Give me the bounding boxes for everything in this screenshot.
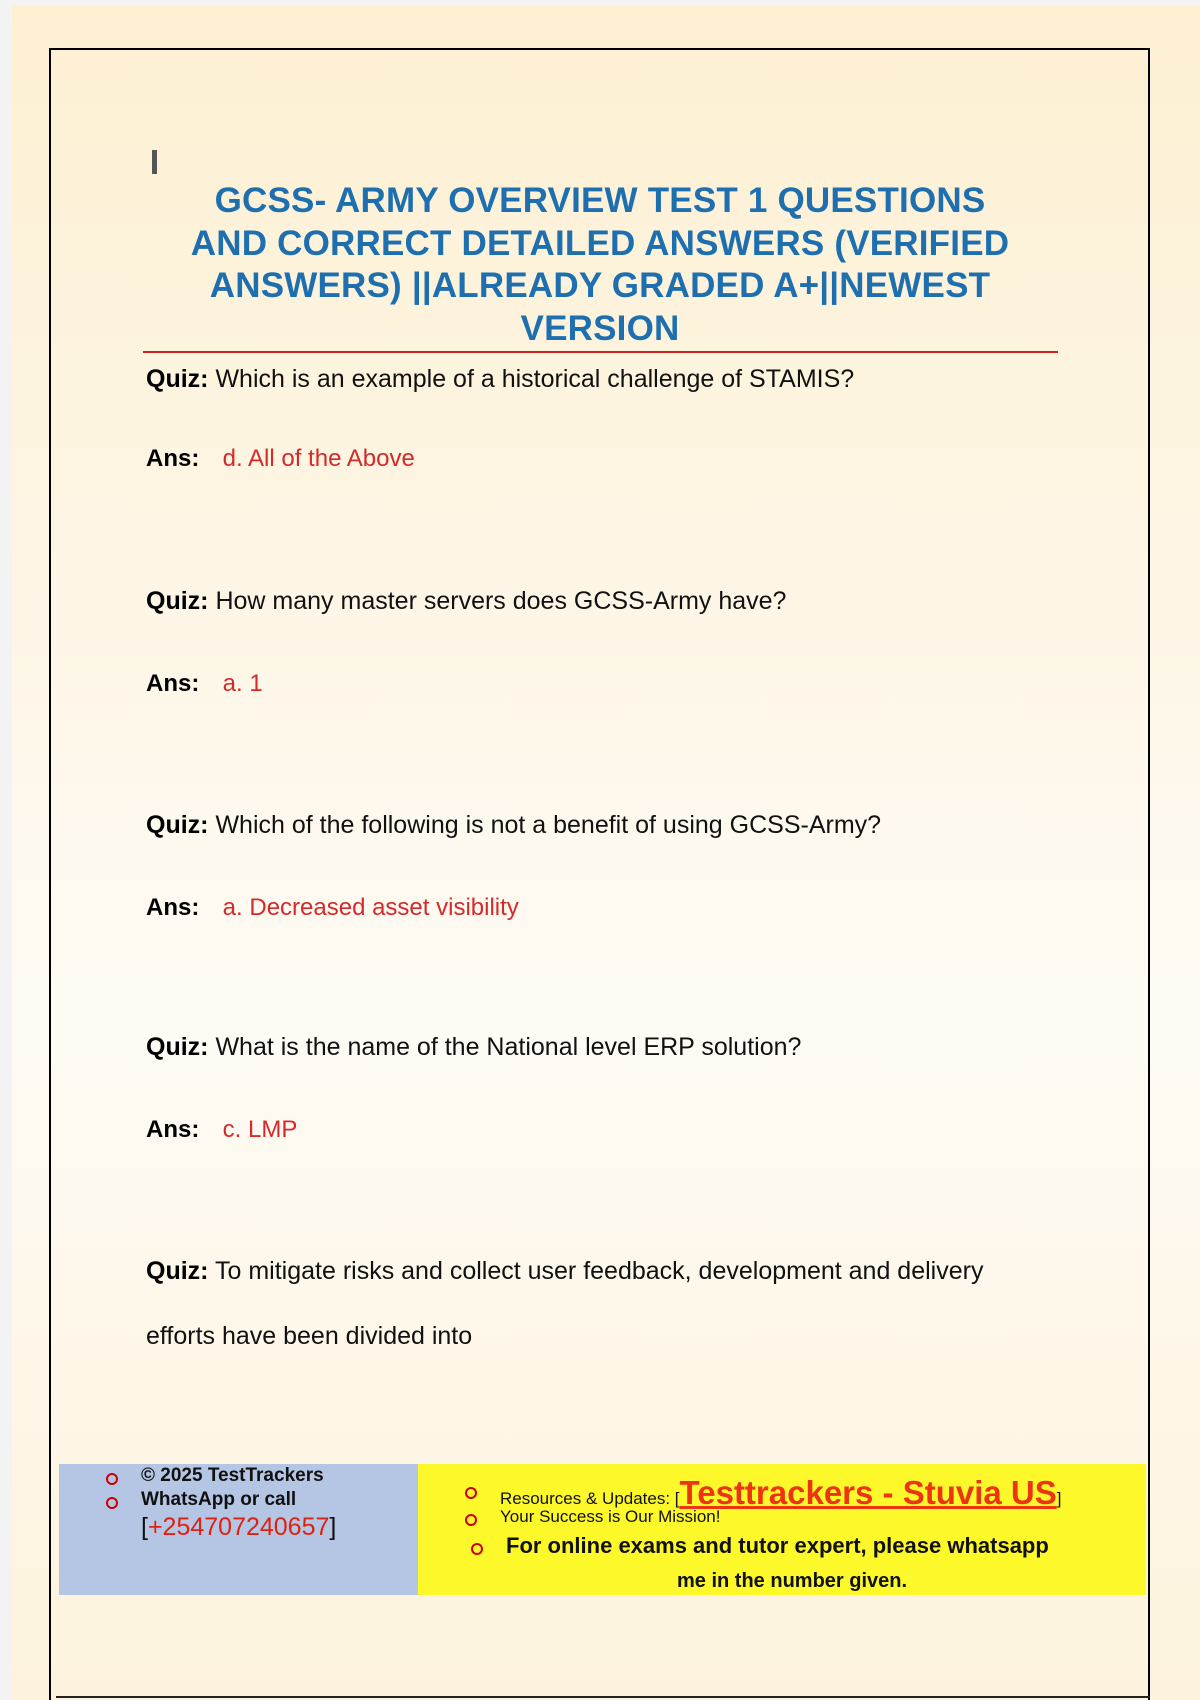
quiz-label: Quiz: xyxy=(146,587,209,615)
question-text: To mitigate risks and collect user feedback, development and delivery xyxy=(215,1257,984,1285)
quiz-answer-2 xyxy=(146,670,263,698)
answer-text: a. Decreased asset visibility xyxy=(222,894,519,921)
footer-promo-line-2: me in the number given. xyxy=(677,1570,908,1592)
answer-text: c. LMP xyxy=(222,1116,298,1143)
bullet-icon xyxy=(106,1497,118,1509)
quiz-question-5 xyxy=(146,1257,983,1285)
quiz-answer-4 xyxy=(146,1116,297,1144)
ans-label: Ans: xyxy=(146,445,200,472)
footer-mission: Your Success is Our Mission! xyxy=(500,1507,721,1526)
footer-whatsapp-label: WhatsApp or call xyxy=(141,1489,297,1510)
question-text: What is the name of the National level ERP solution? xyxy=(215,1033,802,1061)
phone-close-bracket: ] xyxy=(329,1513,337,1541)
answer-text: d. All of the Above xyxy=(222,445,415,472)
quiz-label: Quiz: xyxy=(146,1257,209,1285)
quiz-label: Quiz: xyxy=(146,1033,209,1061)
document-title xyxy=(140,180,1060,350)
bullet-icon xyxy=(106,1473,118,1485)
quiz-answer-1 xyxy=(146,445,415,473)
ans-label: Ans: xyxy=(146,670,200,697)
title-line: ANSWERS) ||ALREADY GRADED A+||NEWEST xyxy=(209,266,991,305)
bullet-icon xyxy=(471,1543,483,1555)
quiz-question-3 xyxy=(146,811,881,839)
footer-copyright: © 2025 TestTrackers xyxy=(141,1465,324,1486)
footer-promo-line-1: For online exams and tutor expert, please whatsapp xyxy=(506,1533,1049,1558)
title-line: AND CORRECT DETAILED ANSWERS (VERIFIED xyxy=(190,223,1010,263)
question-text: How many master servers does GCSS-Army have? xyxy=(215,587,787,615)
quiz-question-5-continued: efforts have been divided into xyxy=(146,1322,473,1350)
question-text: Which of the following is not a benefit of using GCSS-Army? xyxy=(215,811,882,839)
ans-label: Ans: xyxy=(146,894,200,921)
ans-label: Ans: xyxy=(146,1116,200,1143)
quiz-question-2 xyxy=(146,587,786,615)
quiz-answer-3 xyxy=(146,894,519,922)
phone-number[interactable]: +254707240657 xyxy=(147,1513,330,1541)
quiz-label: Quiz: xyxy=(146,365,209,393)
bullet-icon xyxy=(465,1487,477,1499)
quiz-label: Quiz: xyxy=(146,811,209,839)
page-bottom-rule xyxy=(56,1696,1150,1698)
text-cursor xyxy=(152,150,157,174)
resources-close: ] xyxy=(1056,1489,1062,1508)
title-divider xyxy=(143,351,1058,353)
question-text: Which is an example of a historical challenge of STAMIS? xyxy=(215,365,855,393)
phone-open-bracket: [ xyxy=(141,1513,148,1541)
quiz-question-4 xyxy=(146,1033,801,1061)
quiz-question-1 xyxy=(146,365,854,393)
resources-label: Resources & Updates: [ xyxy=(500,1489,680,1508)
answer-text: a. 1 xyxy=(222,670,263,697)
bullet-icon xyxy=(465,1514,477,1526)
brand-link[interactable]: Testtrackers - Stuvia US xyxy=(679,1474,1057,1511)
footer-phone[interactable] xyxy=(141,1513,336,1542)
title-line: GCSS- ARMY OVERVIEW TEST 1 QUESTIONS xyxy=(214,181,986,220)
title-line: VERSION xyxy=(520,308,680,348)
